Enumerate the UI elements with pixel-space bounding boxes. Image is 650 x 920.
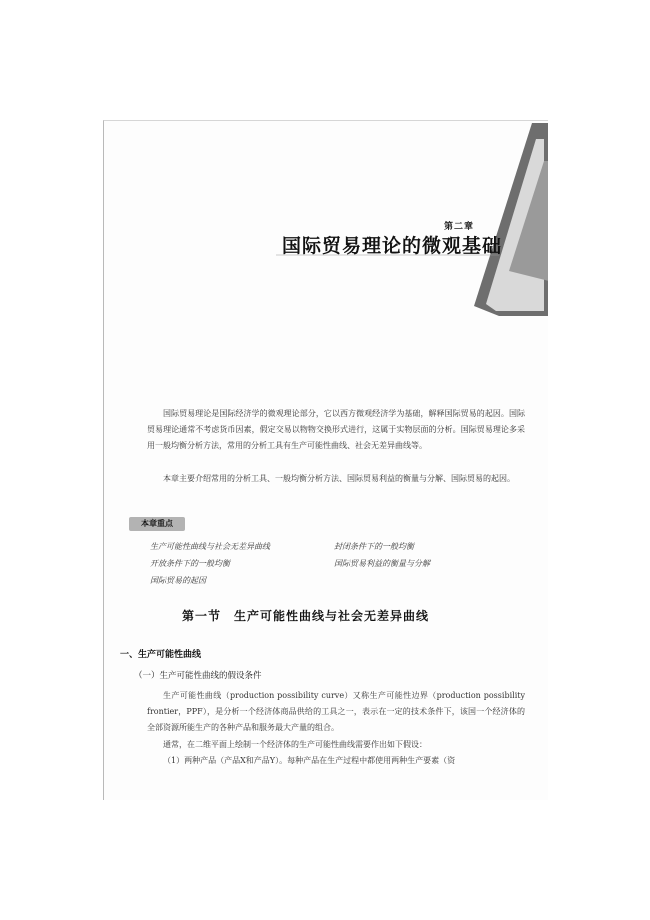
intro-paragraph: 本章主要介绍常用的分析工具、一般均衡分析方法、国际贸易利益的衡量与分解、国际贸易的起因。 [163, 474, 515, 483]
key-points-label: 本章重点 [129, 517, 185, 531]
body-paragraph: 通常，在二维平面上绘制一个经济体的生产可能性曲线需要作出如下假设： [163, 740, 427, 749]
body-paragraph: 生产可能性曲线（production possibility curve）又称生产可能性边界（production possibility frontier，PPF），是分析一个经济体商品供给的工具之一，表示在一定的技术条件下，该国一个经济体的全部资源所能生产的各种产品和服务最大产量的组合。 [147, 691, 525, 732]
key-point-item: 生产可能性曲线与社会无差异曲线 [150, 542, 270, 551]
chapter-number: 第二章 [444, 222, 475, 232]
key-point-item: 国际贸易利益的衡量与分解 [334, 559, 430, 568]
book-page [103, 120, 548, 800]
subsection-heading: 一、生产可能性曲线 [120, 650, 202, 660]
section-title: 第一节 生产可能性曲线与社会无差异曲线 [182, 609, 430, 623]
subsubsection-heading: （一）生产可能性曲线的假设条件 [134, 671, 262, 681]
intro-paragraph: 国际贸易理论是国际经济学的微观理论部分，它以西方微观经济学为基础，解释国际贸易的起因。国际贸易理论通常不考虑货币因素，假定交易以物物交换形式进行，这属于实物层面的分析。国际贸易理论多采用一般均衡分析方法，常用的分析工具有生产可能性曲线、社会无差异曲线等。 [147, 409, 525, 450]
key-point-item: 开放条件下的一般均衡 [150, 559, 230, 568]
key-point-item: 封闭条件下的一般均衡 [334, 542, 414, 551]
chapter-title: 国际贸易理论的微观基础 [282, 235, 503, 257]
key-point-item: 国际贸易的起因 [150, 576, 206, 585]
body-paragraph: （1）两种产品（产品X和产品Y）。每种产品在生产过程中都使用两种生产要素（资 [163, 756, 456, 765]
